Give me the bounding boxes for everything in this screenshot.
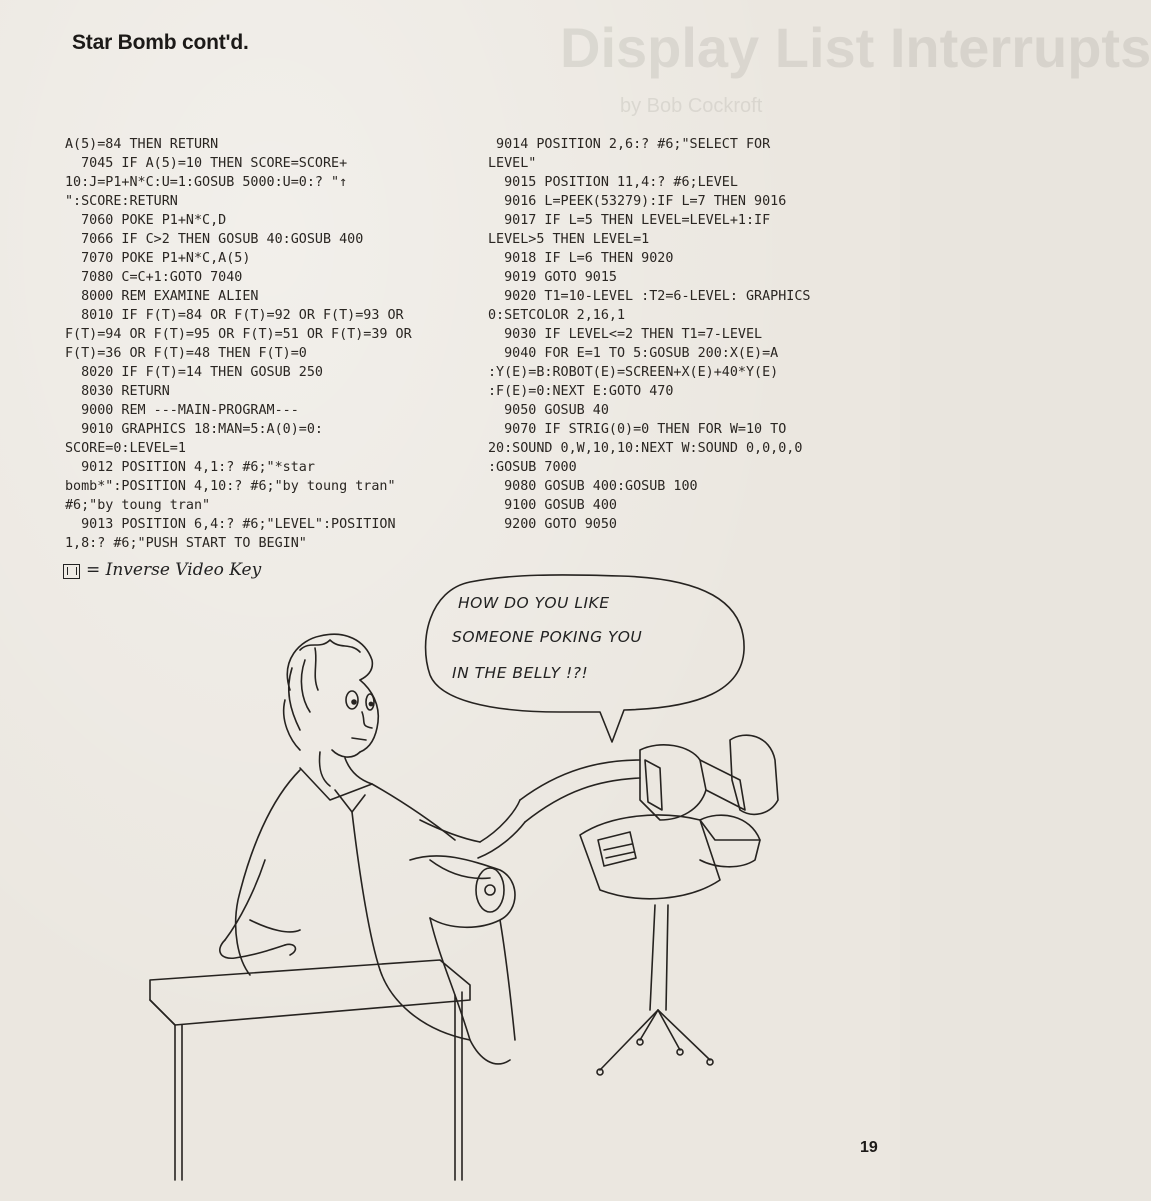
code-line: 10:J=P1+N*C:U=1:GOSUB 5000:U=0:? "↑ — [65, 175, 348, 190]
code-line: 9019 GOTO 9015 — [488, 270, 617, 285]
code-line: 9010 GRAPHICS 18:MAN=5:A(0)=0: — [65, 422, 323, 437]
code-line: 8030 RETURN — [65, 384, 170, 399]
code-line: 9013 POSITION 6,4:? #6;"LEVEL":POSITION — [65, 517, 396, 532]
code-line: 20:SOUND 0,W,10,10:NEXT W:SOUND 0,0,0,0 — [488, 441, 803, 456]
code-line: ":SCORE:RETURN — [65, 194, 178, 209]
computer-drawing — [520, 735, 778, 1075]
man-drawing — [220, 634, 525, 1064]
code-line: :F(E)=0:NEXT E:GOTO 470 — [488, 384, 674, 399]
code-line: 7070 POKE P1+N*C,A(5) — [65, 251, 251, 266]
code-line: 9070 IF STRIG(0)=0 THEN FOR W=10 TO — [488, 422, 787, 437]
speech-bubble-line-2: SOMEONE POKING YOU — [452, 628, 643, 646]
code-line: 9200 GOTO 9050 — [488, 517, 617, 532]
code-line: 1,8:? #6;"PUSH START TO BEGIN" — [65, 536, 307, 551]
code-column-right — [488, 135, 883, 534]
bleed-through-byline: by Bob Cockroft — [620, 95, 763, 117]
code-line: 9030 IF LEVEL<=2 THEN T1=7-LEVEL — [488, 327, 763, 342]
desk-drawing — [150, 960, 470, 1180]
speech-bubble-line-3: IN THE BELLY !?! — [452, 664, 589, 682]
code-line: :Y(E)=B:ROBOT(E)=SCREEN+X(E)+40*Y(E) — [488, 365, 779, 380]
code-line: LEVEL>5 THEN LEVEL=1 — [488, 232, 650, 247]
code-line: 9000 REM ---MAIN-PROGRAM--- — [65, 403, 299, 418]
code-line: 9040 FOR E=1 TO 5:GOSUB 200:X(E)=A — [488, 346, 779, 361]
code-column-left — [65, 135, 465, 553]
code-line: SCORE=0:LEVEL=1 — [65, 441, 186, 456]
code-line: 9080 GOSUB 400:GOSUB 100 — [488, 479, 698, 494]
code-line: F(T)=36 OR F(T)=48 THEN F(T)=0 — [65, 346, 307, 361]
code-line: LEVEL" — [488, 156, 537, 171]
code-line: 7045 IF A(5)=10 THEN SCORE=SCORE+ — [65, 156, 348, 171]
cartoon-illustration — [0, 570, 900, 1130]
code-line: 0:SETCOLOR 2,16,1 — [488, 308, 626, 323]
code-line: 9012 POSITION 4,1:? #6;"*star — [65, 460, 315, 475]
code-line: 7080 C=C+1:GOTO 7040 — [65, 270, 243, 285]
code-line: 9017 IF L=5 THEN LEVEL=LEVEL+1:IF — [488, 213, 771, 228]
code-line: 7060 POKE P1+N*C,D — [65, 213, 227, 228]
code-line: 9015 POSITION 11,4:? #6;LEVEL — [488, 175, 738, 190]
code-line: bomb*":POSITION 4,10:? #6;"by toung tran" — [65, 479, 396, 494]
key-note-text: = Inverse Video Key — [86, 560, 262, 580]
bleed-through-title: Display List Interrupts — [560, 16, 1151, 79]
code-line: #6;"by toung tran" — [65, 498, 211, 513]
code-line: 8010 IF F(T)=84 OR F(T)=92 OR F(T)=93 OR — [65, 308, 404, 323]
speech-bubble-line-1: HOW DO YOU LIKE — [458, 594, 610, 612]
code-line: :GOSUB 7000 — [488, 460, 577, 475]
code-line: A(5)=84 THEN RETURN — [65, 137, 219, 152]
code-line: 9014 POSITION 2,6:? #6;"SELECT FOR — [488, 137, 771, 152]
code-line: 9020 T1=10-LEVEL :T2=6-LEVEL: GRAPHICS — [488, 289, 811, 304]
code-line: 8020 IF F(T)=14 THEN GOSUB 250 — [65, 365, 323, 380]
code-line: 9018 IF L=6 THEN 9020 — [488, 251, 674, 266]
code-line: 9100 GOSUB 400 — [488, 498, 617, 513]
code-line: 9016 L=PEEK(53279):IF L=7 THEN 9016 — [488, 194, 787, 209]
code-line: F(T)=94 OR F(T)=95 OR F(T)=51 OR F(T)=39 OR — [65, 327, 412, 342]
code-line: 8000 REM EXAMINE ALIEN — [65, 289, 259, 304]
page-header: Star Bomb cont'd. — [72, 31, 249, 54]
code-line: 9050 GOSUB 40 — [488, 403, 609, 418]
code-line: 7066 IF C>2 THEN GOSUB 40:GOSUB 400 — [65, 232, 364, 247]
page-number: 19 — [860, 1139, 878, 1156]
